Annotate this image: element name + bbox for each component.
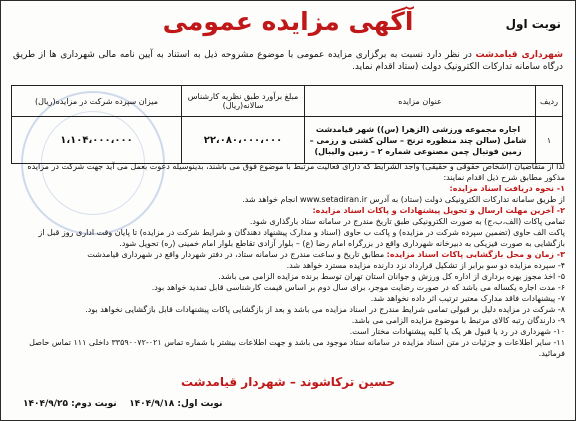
date-first: نوبت اول: ۱۴۰۴/۹/۱۸	[129, 399, 223, 409]
invitation-line: لذا از متقاضیان (اشخاص حقوقی و حقیقی) واجد الشرایط که دارای فعالیت مرتبط با موضوع فوق می باشند، بدینوسیله دعوت بعمل می آید جهت شرکت در مزایده مذکور مطابق شرح ذیل اقدام نمایند:	[27, 162, 565, 182]
heading-documents: ۱- نحوه دریافت اسناد مزایده:	[449, 184, 565, 193]
condition-7: ۷- پیشنهادات فاقد مدارک معتبر ترتیب اثر داده نخواهد شد.	[370, 294, 565, 303]
condition-11: ۱۱- سایر اطلاعات و جزئیات در متن اسناد مزایده در سامانه ستاد موجود می باشد و جهت اطلاعات بیشتر با شماره تماس ۰۲۱-۳۳۵۹۰۰۷۲ داخلی ۱۱۱ تماس حاصل فرمائید.	[29, 338, 565, 358]
heading-deadline: ۲- آخرین مهلت ارسال و تحویل پیشنهادات و پاکات اسناد مزایده:	[312, 206, 565, 215]
condition-5: ۵- اخذ مجوز بهره برداری از اداره کل ورزش و جوانان استان تهران توسط برنده مزایده الزامی می باشد.	[218, 272, 565, 281]
heading-opening: ۳- زمان و محل بازگشایی پاکات اسناد مزایده:	[386, 250, 565, 259]
header-estimate: مبلغ برآورد طبق نظریه کارشناس سالانه(ریال)	[182, 86, 305, 117]
condition-4: ۴- سپرده مزایده دو سو برابر از تشکیل قرارداد نزد دارنده مزایده مسترد خواهد شد.	[286, 261, 565, 270]
opening-line: مطابق تاریخ و ساعت مندرج در سامانه ستاد، در دفتر شهردار واقع در شهرداری قیامدشت	[87, 250, 385, 259]
deadline-line-2: پاکت الف حاوی (تضمین سپرده شرکت در مزایده) و پاکت ب حاوی (اسناد و مدارک پیشنهاد دهندگان و شرایط شرکت در مزایده) تا پایان وقت اداری روز قبل از بازگشایی به صورت فیزیکی به دبیرخانه شهرداری واقع در بزرگراه امام رضا (ع) – بلوار آزادی تقاطع بلوار امام خمینی (ره) تحویل شود.	[38, 228, 565, 248]
row-deposit: ۱،۱۰۴،۰۰۰،۰۰۰	[12, 117, 182, 164]
row-estimate: ۲۲،۰۸۰،۰۰۰،۰۰۰	[182, 117, 305, 164]
row-subject: اجاره مجموعه ورزشی (الزهرا (س)) شهر قیامدشت شامل (سالن چند منظوره ترنج – سالن کشتی و رزمی – زمین فوتبال چمن مصنوعی شماره ۲ – زمین والیبال)	[305, 117, 536, 164]
condition-8: ۸- شرکت در مزایده دلیل بر قبولی تمامی شرایط مندرج در اسناد مزایده می باشد و بعد از بازگشایی پاکات پیشنهادات قابل بازگشایی نخواهد بود.	[85, 305, 565, 314]
auction-table	[11, 85, 563, 164]
conditions-text	[11, 161, 565, 359]
organization-name: شهرداری قیامدشت	[475, 50, 563, 60]
condition-10: ۱۰- شهرداری در رد یا قبول هر یک یا کلیه پیشنهادات مختار است.	[349, 327, 565, 336]
condition-6: ۶- مدت اجاره یکساله می باشد که در صورت رضایت موجر، برای سال دوم بر اساس قیمت کارشناسی قابل تمدید خواهد بود.	[151, 283, 565, 292]
date-second: نوبت دوم: ۱۴۰۴/۹/۲۵	[23, 399, 117, 409]
publication-round-label: نوبت اول	[505, 17, 561, 31]
intro-text: در نظر دارد نسبت به برگزاری مزایده عمومی با موضوع مشروحه ذیل به استناد به آیین نامه مالی شهرداری ها از طریق درگاه سامانه تدارکات الکترونیک دولت (ستاد اقدام نماید.	[13, 50, 563, 72]
page-title: آگهی مزایده عمومی	[162, 7, 414, 36]
condition-9: ۹- دارندگان رتبه کالای مرتبط با موضوع مزایده الزامی می باشد.	[351, 316, 565, 325]
header-row-index: ردیف	[536, 86, 563, 117]
signature-name: حسین ترکاشوند – شهردار قیامدشت	[181, 375, 395, 389]
intro-paragraph	[13, 49, 563, 73]
deadline-line-1: تمامی پاکات (الف،ب،ج) به صورت الکترونیکی طبق تاریخ مندرج در سامانه ستاد بارگذاری شود.	[249, 217, 565, 226]
row-index: ۱	[536, 117, 563, 164]
header-subject: عنوان مزایده	[305, 86, 536, 117]
table-header-row	[12, 86, 563, 117]
table-row	[12, 117, 563, 164]
header-deposit: میزان سپرده شرکت در مزایده(ریال)	[12, 86, 182, 117]
publication-dates	[23, 399, 223, 409]
documents-line: از طریق سامانه تدارکات الکترونیکی دولت (ستاد) به آدرس www.setadiran.ir انجام خواهد شد.	[242, 195, 565, 204]
